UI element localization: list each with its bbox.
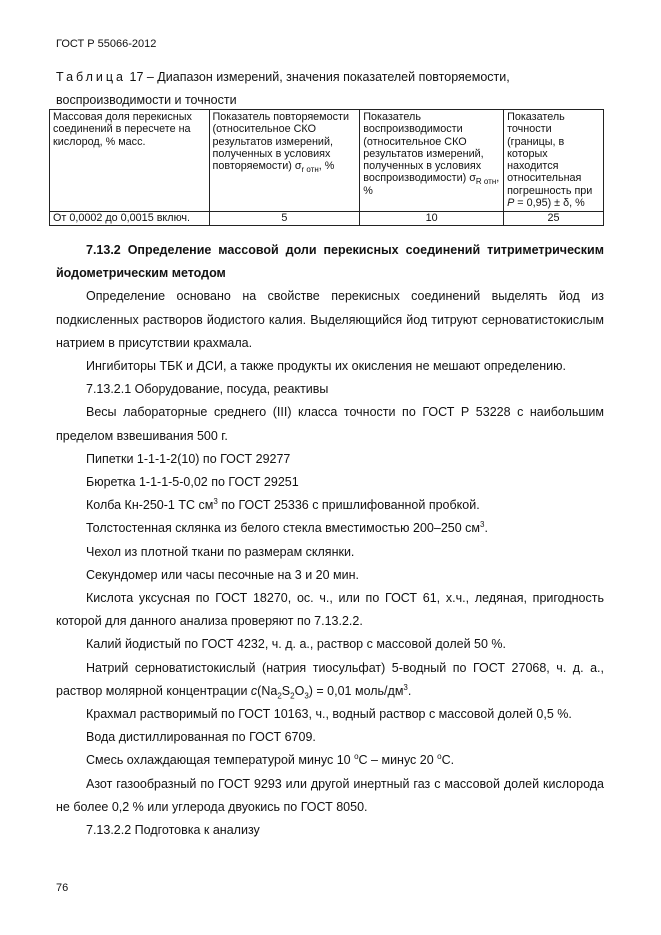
paragraph: Бюретка 1-1-1-5-0,02 по ГОСТ 29251 (86, 475, 299, 490)
paragraph: Крахмал растворимый по ГОСТ 10163, ч., водный раствор с массовой долей 0,5 %. (86, 707, 572, 722)
paragraph: Колба Кн-250-1 ТС $см^3$ по ГОСТ 25336 с пришлифованной пробкой. (86, 497, 480, 513)
paragraph: Ингибиторы ТБК и ДСИ, а также продукты их окисления не мешают определению. (86, 359, 566, 374)
document-code: ГОСТ Р 55066-2012 (56, 38, 157, 50)
paragraph: Толстостенная склянка из белого стекла вместимостью 200–250 $см^3$. (86, 520, 488, 536)
page-number: 76 (56, 882, 69, 894)
header-mass-fraction: Массовая доля перекисных соединений в пересчете на кислород, % масс. (50, 110, 210, 212)
paragraph: Определение основано на свойстве перекисных соединений выделять йод из подкисленных растворов йодистого калия. Выделяющийся йод титруют серноватистокислым натрием в присутствии крахмала. (56, 289, 604, 350)
paragraph: Калий йодистый по ГОСТ 4232, ч. д. а., раствор с массовой долей 50 %. (86, 637, 507, 652)
paragraph: Весы лабораторные среднего (III) класса точности по ГОСТ Р 53228 с наибольшим пределом взвешивания 500 г. (56, 405, 604, 443)
table-row (50, 212, 604, 225)
header-repeatability: Показатель повторяемости (относительное СКО результатов измерений, полученных в условиях повторяемости) $\sigma_{r отн}$, % (209, 110, 360, 212)
table-caption (56, 66, 604, 112)
table-caption-text: 17 – Диапазон измерений, значения показателей повторяемости, воспроизводимости и точности (56, 70, 510, 107)
paragraph: Пипетки 1-1-1-2(10) по ГОСТ 29277 (86, 451, 291, 466)
subsection-heading: 7.13.2.2 Подготовка к анализу (86, 823, 260, 838)
paragraph: Азот газообразный по ГОСТ 9293 или другой инертный газ с массовой долей кислорода не более 0,2 % или углерода двуокись по ГОСТ 8050. (56, 776, 604, 814)
paragraph: Вода дистиллированная по ГОСТ 6709. (86, 730, 316, 745)
document-body (56, 239, 604, 842)
paragraph: Чехол из плотной ткани по размерам склянки. (86, 544, 355, 559)
paragraph: Секундомер или часы песочные на 3 и 20 мин. (86, 567, 360, 582)
cell-range: От 0,0002 до 0,0015 включ. (50, 212, 210, 225)
paragraph: Натрий серноватистокислый (натрия тиосульфат) 5-водный по ГОСТ 27068, ч. д. а., раствор молярной концентрации $c(Na_2S_2O_3) = 0,01$ моль/$дм^3$. (56, 660, 604, 701)
paragraph: Смесь охлаждающая температурой минус 10 $^o$С – минус 20 $^o$С. (86, 752, 455, 768)
cell-reproducibility: 10 (360, 212, 504, 225)
table-caption-label: Таблица (56, 70, 127, 84)
header-accuracy: Показатель точности (границы, в которых находится относительная погрешность при P = 0,95) ± δ, % (504, 110, 604, 212)
subsection-heading: 7.13.2.1 Оборудование, посуда, реактивы (86, 382, 329, 397)
header-reproducibility: Показатель воспроизводимости (относительное СКО результатов измерений, полученных в условиях воспроизводимости) $\sigma_{R отн}$, % (360, 110, 504, 212)
cell-accuracy: 25 (504, 212, 604, 225)
section-heading: 7.13.2 Определение массовой доли перекисных соединений титриметрическим йодометрическим методом (56, 243, 604, 281)
paragraph: Кислота уксусная по ГОСТ 18270, ос. ч., или по ГОСТ 61, х.ч., ледяная, пригодность которой для данного анализа проверяют по 7.13.2.2. (56, 591, 604, 629)
cell-repeatability: 5 (209, 212, 360, 225)
measurement-range-table (49, 109, 604, 226)
table-header-row (50, 110, 604, 212)
